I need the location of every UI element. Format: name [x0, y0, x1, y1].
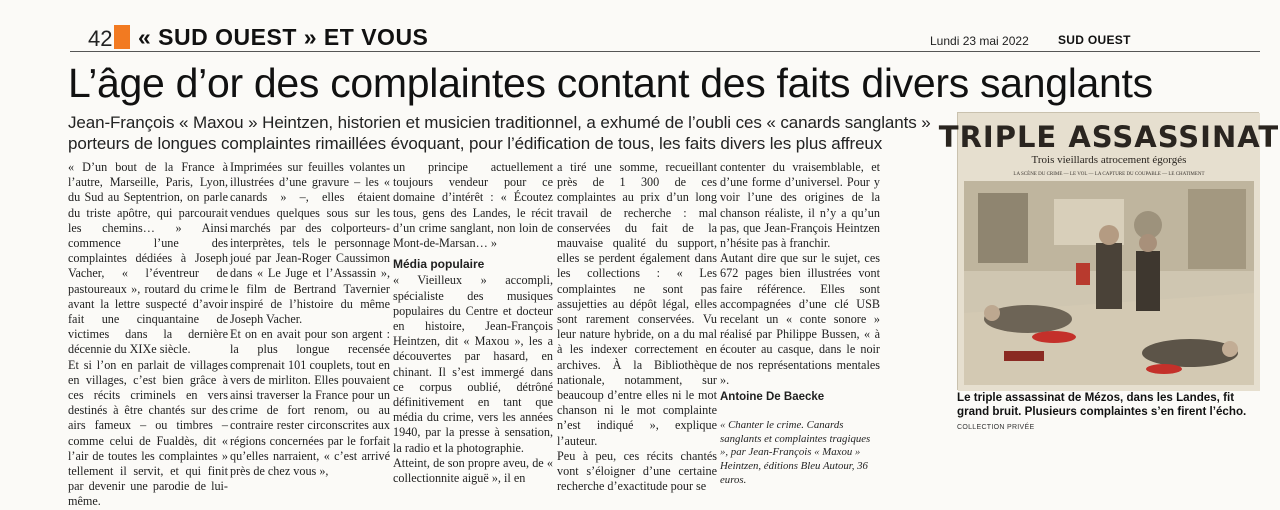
issue-date: Lundi 23 mai 2022 [930, 34, 1029, 48]
subheading: Média populaire [393, 257, 485, 272]
article-column-4 [557, 160, 717, 494]
paragraph: Atteint, de son propre aveu, de « collectionnite aiguë », il en [393, 455, 553, 486]
poster-strip: LA SCÈNE DU CRIME — LE VOL — LA CAPTURE DU COUPABLE — LE CHATIMENT [1013, 172, 1205, 177]
standfirst-line-2: porteurs de longues complaintes rimaillées évoquant, pour l’édification de tous, les faits divers les plus affreux [68, 134, 883, 153]
article-column-5 [720, 160, 880, 486]
caption-text: Le triple assassinat de Mézos, dans les Landes, fit grand bruit. Plusieurs complaintes s’en firent l’écho. [957, 391, 1247, 418]
header-divider [70, 51, 1260, 52]
section-title: « SUD OUEST » ET VOUS [138, 24, 429, 50]
image-copyright: COLLECTION PRIVÉE [957, 424, 1035, 431]
article-headline: L’âge d’or des complaintes contant des faits divers sanglants [68, 60, 1153, 106]
poster-title: TRIPLE ASSASSINAT [938, 120, 1280, 154]
section-color-marker [114, 25, 130, 49]
paragraph: Peu à peu, ces récits chantés vont s’éloigner d’une certaine recherche d’exactitude pour se [557, 448, 717, 494]
page-header [70, 24, 1260, 54]
paragraph: « D’un bout de la France à l’autre, Marseille, Paris, Lyon, du Sud au Septentrion, on parle du triste apôtre, qui parcourait les chemins… » Ainsi commence l’une des complaintes dédiées à Joseph Vacher, « l’éventreur de pastoureaux », routard du crime avant la lettre suspecté d’avoir fait une cinquantaine de victimes dans la dernière décennie du XIXe siècle. [68, 160, 228, 357]
article-column-1 [68, 160, 228, 509]
book-credit: « Chanter le crime. Canards sanglants et complaintes tragiques », par Jean-François « Maxou » Heintzen, éditions Bleu Autour, 36 euros. [720, 419, 871, 486]
paragraph: contenter du vraisemblable, et d’une forme d’universel. Pour y voir l’une des origines de la chanson réaliste, il n’y a qu’un pas, que Jean-François Heintzen n’hésite pas à franchir. [720, 160, 880, 251]
paragraph: « Vieilleux » accompli, spécialiste des musiques populaires du Centre et docteur en histoire, Jean-François Heintzen, dit « Maxou », les a découvertes par hasard, en chinant. Il s’est immergé dans ce corpus oublié, détrôné définitivement en tant que média du crime, vers les années 1940, par la presse à sensation, la radio et la photographie. [393, 273, 553, 455]
image-caption [957, 391, 1263, 435]
article-column-3 [393, 160, 553, 486]
paragraph: Imprimées sur feuilles volantes illustrées d’une gravure – les « canards » –, elles étaient vendues quelques sous sur les marchés par des colporteurs-interprètes, tels le personnage joué par Jean-Roger Caussimon dans « Le Juge et l’Assassin », le film de Bertrand Tavernier inspiré de l’histoire du même Joseph Vacher. [230, 160, 390, 327]
paragraph: Autant dire que sur le sujet, ces 672 pages bien illustrées vont faire référence. Elles sont accompagnées d’une clé USB recelant un « conte sonore » réalisé par Philippe Bussen, « à écouter au casque, dans le noir de nos représentations mentales ». [720, 251, 880, 387]
page-number: 42 [88, 26, 113, 51]
engraving-illustration [938, 113, 1280, 391]
standfirst-line-1: Jean-François « Maxou » Heintzen, historien et musicien traditionnel, a exhumé de l’oubli ces « canards sanglants » [68, 113, 931, 132]
article-column-2 [230, 160, 390, 479]
illustration-image [938, 112, 1280, 390]
paragraph: Et on en avait pour son argent : la plus longue recensée comprenait 101 couplets, tout en vers de mirliton. Elles pouvaient ainsi traverser la France pour un crime de fort renom, ou au contraire rester circonscrites aux régions concernées par le forfait qu’elles narraient, « c’est arrivé près de chez vous », [230, 327, 390, 479]
newspaper-brand: SUD OUEST [1058, 33, 1131, 47]
author-byline: Antoine De Baecke [720, 391, 825, 404]
paragraph: un principe actuellement toujours vendeur pour ce domaine d’intérêt : « Écoutez tous, gens des Landes, le récit d’un crime sanglant, non loin de Mont-de-Marsan… » [393, 160, 553, 251]
poster-subtitle: Trois vieillards atrocement égorgés [1031, 154, 1187, 166]
paragraph: Et si l’on en parlait de villages en villages, c’est bien grâce à ces récits criminels en vers destinés à être chantés sur des airs fameux – ou timbres – comme celui de Fualdès, dit « l’air de toutes les complaintes » tellement il servit, et qui finit par devenir une parodie de lui-même. [68, 357, 228, 509]
paragraph: a tiré une somme, recueillant près de 1 300 de ces complaintes au prix d’un long travail de recherche : mal conservées du fait de la mauvaise qualité du support, elles se perdent également dans les collections : « Les complaintes ne sont pas assujetties au dépôt légal, elles sont rarement conservées. Vu leur nature hybride, on a du mal à les indexer correctement en archives. À la Bibliothèque nationale, notamment, sur beaucoup d’entre elles ni le mot chanson ni le mot complainte n’est indiqué », explique l’auteur. [557, 160, 717, 448]
